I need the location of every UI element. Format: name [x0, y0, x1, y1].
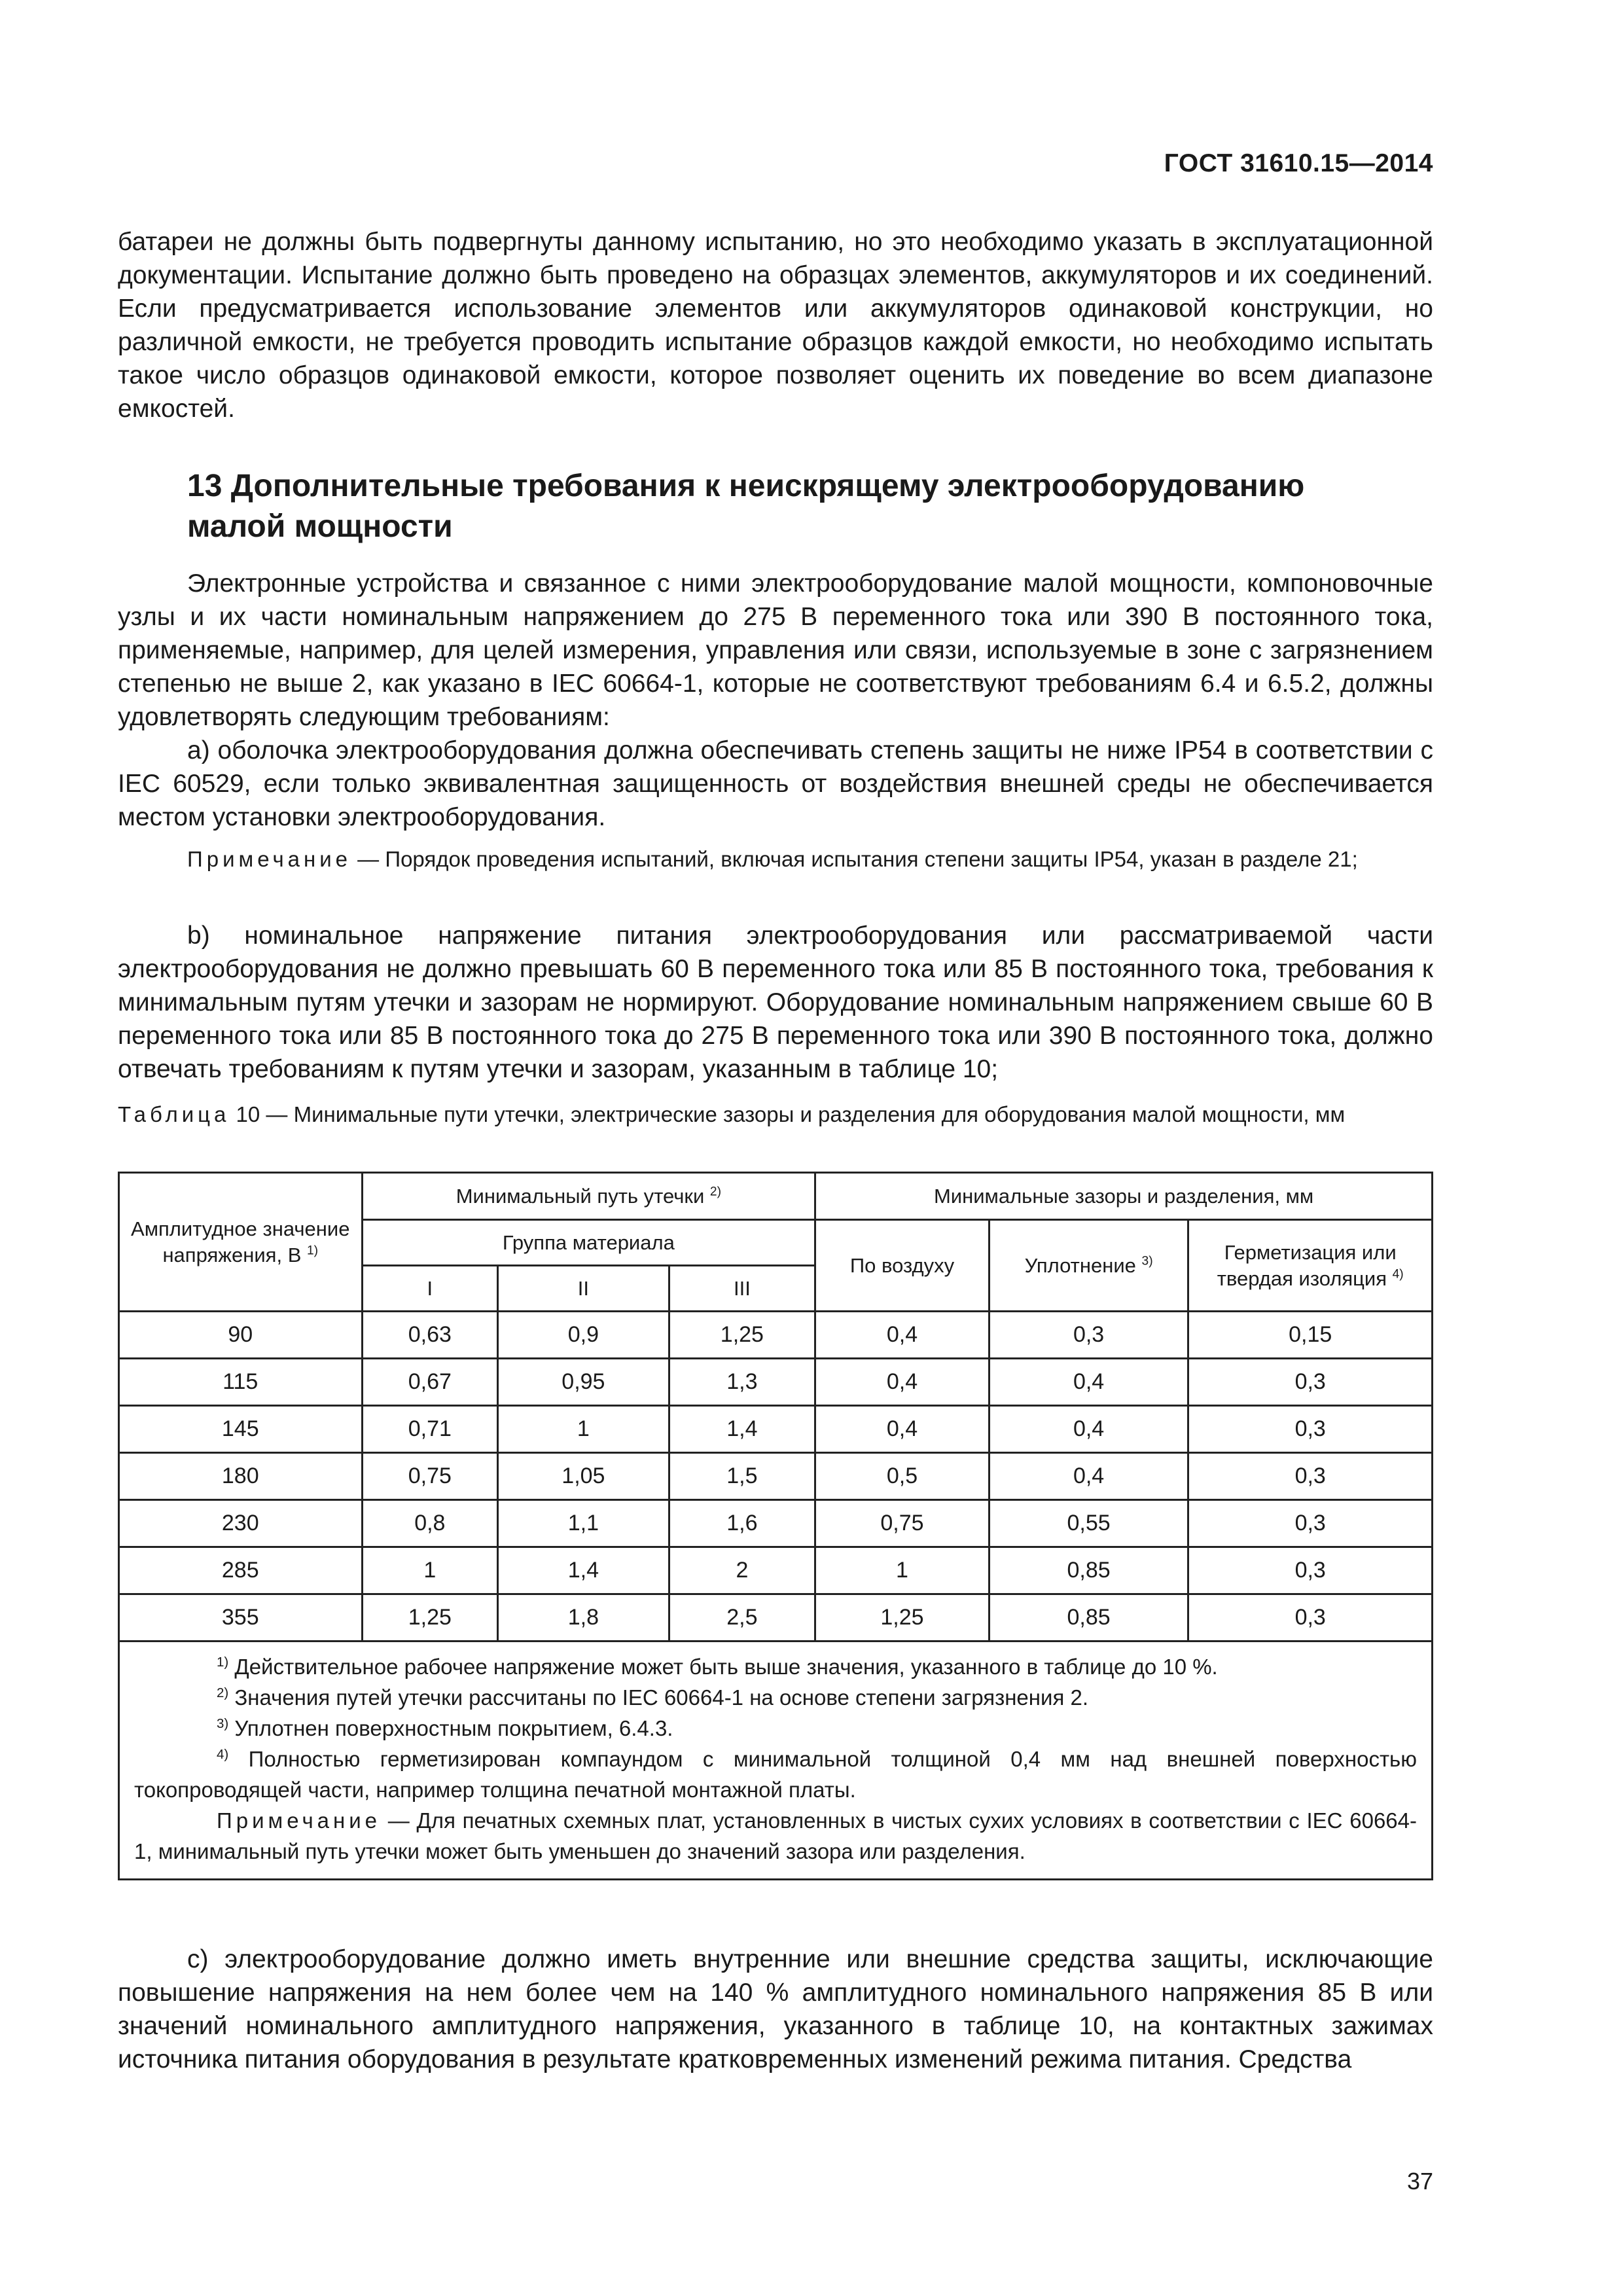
header-group-1: I [362, 1266, 498, 1312]
table-cell: 1,8 [498, 1594, 669, 1641]
header-coating: Уплотнение $^{3)}$ [989, 1220, 1188, 1312]
page-number: 37 [1406, 2168, 1433, 2195]
table-cell: 0,4 [989, 1453, 1188, 1500]
table-cell: 1,25 [362, 1594, 498, 1641]
table-row [119, 1500, 1433, 1547]
table-row [119, 1359, 1433, 1406]
table-row [119, 1406, 1433, 1453]
table-cell: 115 [119, 1359, 363, 1406]
table-cell: 1,4 [498, 1547, 669, 1594]
table-cell: 0,8 [362, 1500, 498, 1547]
table-cell: 1,4 [669, 1406, 815, 1453]
section-paragraph: Электронные устройства и связанное с ними электрооборудование малой мощности, компоновочные узлы и их части номинальным напряжением до 275 В переменного тока или 390 В постоянного тока, применяемые, например, для целей измерения, управления или связи, используемые в зоне с загрязнением степенью не выше 2, как указано в IEC 60664-1, которые не соответствуют требованиям 6.4 и 6.5.2, должны удовлетворять следующим требованиям: [118, 569, 1433, 731]
table-caption-text: 10 — Минимальные пути утечки, электрические зазоры и разделения для оборудования малой мощности, мм [230, 1102, 1346, 1126]
table-cell: 0,55 [989, 1500, 1188, 1547]
table-cell: 0,9 [498, 1312, 669, 1359]
table-cell: 0,5 [815, 1453, 990, 1500]
item-a: a) оболочка электрооборудования должна обеспечивать степень защиты не ниже IP54 в соответствии с IEC 60529, если только эквивалентная защищенность от воздействия внешней среды не обеспечивается местом установки электрооборудования. [118, 736, 1433, 831]
table-row [119, 1594, 1433, 1641]
table-cell: 1,25 [815, 1594, 990, 1641]
item-c: c) электрооборудование должно иметь внутренние или внешние средства защиты, исключающие повышение напряжения на нем более чем на 140 % амплитудного номинального напряжения 85 В или значений номинального амплитудного напряжения, указанного в таблице 10, на контактных зажимах источника питания оборудования в результате кратковременных изменений режима питания. Средства [118, 1945, 1433, 2073]
table-cell: 90 [119, 1312, 363, 1359]
table-cell: 1,3 [669, 1359, 815, 1406]
document-header: ГОСТ 31610.15—2014 [1164, 149, 1433, 177]
note-a [118, 844, 1433, 874]
table-caption-label: Таблица [118, 1102, 230, 1126]
table-cell: 355 [119, 1594, 363, 1641]
table-footnotes-row [119, 1641, 1433, 1880]
table-cell: 1,5 [669, 1453, 815, 1500]
header-creepage: Минимальный путь утечки $^{2)}$ [362, 1173, 815, 1220]
item-b-block [118, 919, 1433, 1086]
header-group-3: III [669, 1266, 815, 1312]
table-row [119, 1312, 1433, 1359]
table-cell: 0,4 [815, 1312, 990, 1359]
table-cell: 1 [498, 1406, 669, 1453]
table-cell: 0,3 [1188, 1547, 1433, 1594]
table-cell: 2,5 [669, 1594, 815, 1641]
table-row [119, 1547, 1433, 1594]
table-cell: 0,95 [498, 1359, 669, 1406]
section-body [118, 567, 1433, 834]
table-cell: 1,1 [498, 1500, 669, 1547]
item-b: b) номинальное напряжение питания электрооборудования или рассматриваемой части электрооборудования не должно превышать 60 В переменного тока или 85 В постоянного тока, требования к минимальным путям утечки и зазорам не нормируют. Оборудование номинальным напряжением свыше 60 В переменного тока или 85 В постоянного тока до 275 В переменного тока или 390 В постоянного тока, должно отвечать требованиям к путям утечки и зазорам, указанным в таблице 10; [118, 922, 1433, 1083]
table-cell: 0,4 [989, 1359, 1188, 1406]
table-cell: 180 [119, 1453, 363, 1500]
header-amplitude: Амплитудное значение напряжения, В $^{1)}$ [119, 1173, 363, 1312]
table-cell: 0,75 [362, 1453, 498, 1500]
table-cell: 1,25 [669, 1312, 815, 1359]
table-row [119, 1453, 1433, 1500]
document-page [118, 0, 1433, 2296]
table-cell: 1,05 [498, 1453, 669, 1500]
table-cell: 1,6 [669, 1500, 815, 1547]
table-cell: 1 [815, 1547, 990, 1594]
section-title [187, 466, 1431, 547]
item-c-block [118, 1943, 1433, 2076]
table-cell: 1 [362, 1547, 498, 1594]
table-cell: 0,85 [989, 1594, 1188, 1641]
table-cell: 0,3 [1188, 1359, 1433, 1406]
table-cell: 0,85 [989, 1547, 1188, 1594]
table-cell: 145 [119, 1406, 363, 1453]
table-cell: 0,3 [1188, 1406, 1433, 1453]
table-container [118, 1172, 1433, 1880]
intro-block [118, 225, 1433, 425]
table-cell: 2 [669, 1547, 815, 1594]
table-note: Примечание — Для печатных схемных плат, установленных в чистых сухих условиях в соответствии с IEC 60664-1, минимальный путь утечки может быть уменьшен до значений зазора или разделения. [134, 1808, 1417, 1863]
header-material-group: Группа материала [362, 1220, 815, 1266]
table-cell: 0,3 [1188, 1453, 1433, 1500]
table-cell: 0,63 [362, 1312, 498, 1359]
note-a-text: — Порядок проведения испытаний, включая испытания степени защиты IP54, указан в разделе 21; [351, 847, 1358, 871]
intro-paragraph: батареи не должны быть подвергнуты данному испытанию, но это необходимо указать в эксплуатационной документации. Испытание должно быть проведено на образцах элементов, аккумуляторов и их соединений. Если предусматривается использование элементов или аккумуляторов одинаковой конструкции, но различной емкости, не требуется проводить испытание образцов каждой емкости, но необходимо испытать такое число образцов одинаковой емкости, которое позволяет оценить их поведение во всем диапазоне емкостей. [118, 228, 1433, 423]
header-clearances: Минимальные зазоры и разделения, мм [815, 1173, 1433, 1220]
table-body [119, 1312, 1433, 1880]
note-a-label: Примечание [187, 847, 352, 871]
footnote-2: $^{2)}$ Значения путей утечки рассчитаны по IEC 60664-1 на основе степени загрязнения 2. [217, 1685, 1088, 1710]
footnote-3: $^{3)}$ Уплотнен поверхностным покрытием, 6.4.3. [217, 1716, 673, 1740]
header-air: По воздуху [815, 1220, 990, 1312]
section-title-line1: 13 Дополнительные требования к неискрящему электрооборудованию [187, 469, 1305, 503]
table-cell: 0,3 [1188, 1594, 1433, 1641]
table-caption [118, 1100, 1433, 1130]
table-cell: 285 [119, 1547, 363, 1594]
table-cell: 0,15 [1188, 1312, 1433, 1359]
table-cell: 0,75 [815, 1500, 990, 1547]
table-cell: 230 [119, 1500, 363, 1547]
clearance-table [118, 1172, 1433, 1880]
footnote-4: $^{4)}$ Полностью герметизирован компаундом с минимальной толщиной 0,4 мм над внешней поверхностью токопроводящей части, например толщина печатной монтажной платы. [134, 1747, 1417, 1802]
table-cell: 0,4 [815, 1406, 990, 1453]
table-cell: 0,4 [815, 1359, 990, 1406]
table-cell: 0,4 [989, 1406, 1188, 1453]
table-cell: 0,67 [362, 1359, 498, 1406]
footnote-1: $^{1)}$ Действительное рабочее напряжение может быть выше значения, указанного в таблице до 10 %. [217, 1655, 1218, 1679]
table-cell: 0,71 [362, 1406, 498, 1453]
header-sealing: Герметизация или твердая изоляция $^{4)}$ [1188, 1220, 1433, 1312]
table-cell: 0,3 [989, 1312, 1188, 1359]
table-cell: 0,3 [1188, 1500, 1433, 1547]
header-group-2: II [498, 1266, 669, 1312]
table-footnotes [119, 1641, 1433, 1880]
section-title-line2: малой мощности [187, 509, 453, 544]
